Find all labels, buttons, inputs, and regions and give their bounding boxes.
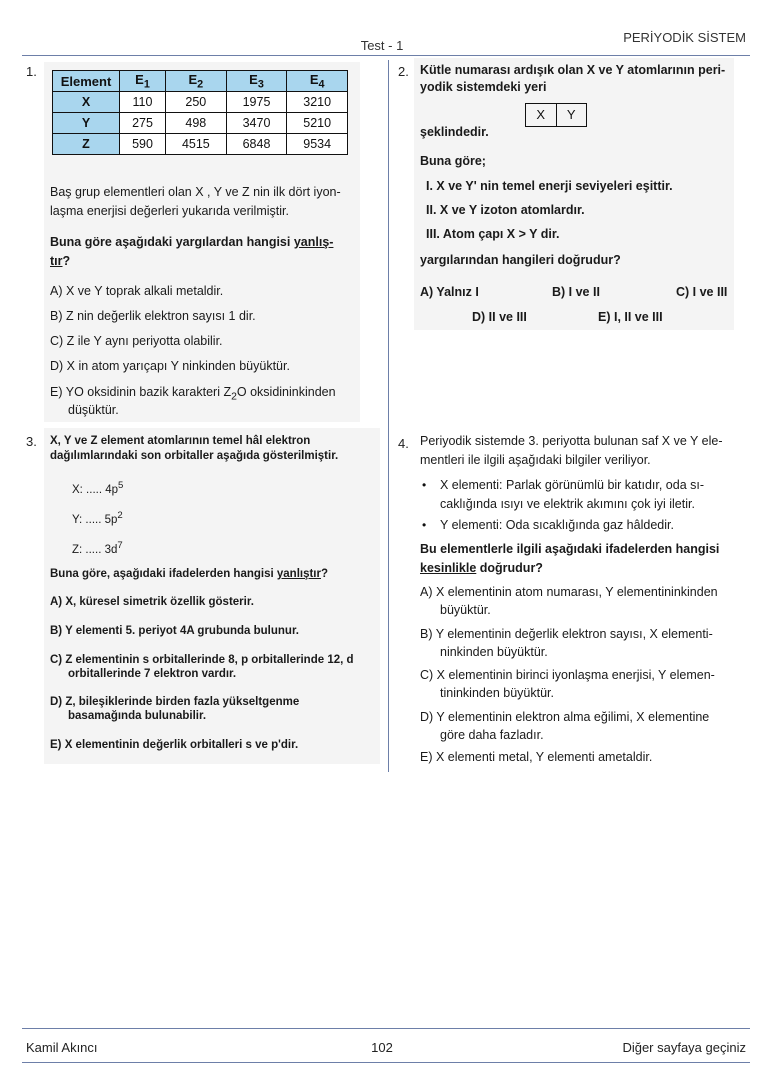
config-y: Y: ..... $5p^2$ — [72, 510, 123, 526]
question-2-option-e[interactable]: E) I, II ve III — [598, 310, 663, 324]
table-cell: 110 — [120, 92, 166, 113]
page-number: 102 — [371, 1040, 393, 1055]
question-2-number: 2. — [398, 64, 409, 79]
question-4-option-b[interactable]: B) Y elementinin değerlik elektron sayısı, X elementi- — [420, 627, 713, 641]
table-cell: 5210 — [287, 113, 348, 134]
footer-rule-top — [22, 1028, 750, 1029]
question-1-intro-line-1: Baş grup elementleri olan X , Y ve Z nin ilk dört iyon- — [50, 185, 341, 199]
question-4-option-a-cont: büyüktür. — [440, 603, 491, 617]
question-3-option-d[interactable]: D) Z, bileşiklerinde birden fazla yükseltgenme — [50, 696, 300, 708]
table-cell: 3210 — [287, 92, 348, 113]
question-2-stem-line-2: yodik sistemdeki yeri — [420, 80, 547, 94]
table-header-cell: $E_1$ — [120, 71, 166, 92]
question-4-stem-line-2: mentleri ile ilgili aşağıdaki bilgiler veriliyor. — [420, 453, 651, 467]
question-4-option-e[interactable]: E) X elementi metal, Y elementi ametaldir. — [420, 750, 653, 764]
question-1-prompt: Buna göre aşağıdaki yargılardan hangisi yanlış- — [50, 235, 334, 249]
question-4-option-b-cont: ninkinden büyüktür. — [440, 645, 548, 659]
footer-rule-bottom — [22, 1062, 750, 1063]
question-3-option-d-cont: basamağında bulunabilir. — [68, 710, 207, 722]
periodic-position-box — [525, 103, 587, 127]
question-2-buna-gore: Buna göre; — [420, 154, 486, 168]
question-4-option-d-cont: göre daha fazladır. — [440, 728, 544, 742]
table-cell: 9534 — [287, 134, 348, 155]
question-2-stem-line-1: Kütle numarası ardışık olan X ve Y atomlarının peri- — [420, 63, 726, 77]
question-4-option-c-cont: tininkinden büyüktür. — [440, 686, 554, 700]
table-row — [53, 113, 348, 134]
table-row — [53, 134, 348, 155]
question-3-stem-line-1: X, Y ve Z element atomlarının temel hâl elektron — [50, 435, 311, 447]
question-1-prompt-end: tır? — [50, 254, 71, 268]
table-header-cell: $E_4$ — [287, 71, 348, 92]
box-cell-y: Y — [556, 104, 587, 126]
question-3-option-a[interactable]: A) X, küresel simetrik özellik gösterir. — [50, 596, 254, 608]
question-4-option-d[interactable]: D) Y elementinin elektron alma eğilimi, X elementine — [420, 710, 710, 724]
test-label: Test - 1 — [360, 38, 404, 53]
table-header-row — [53, 71, 348, 92]
question-2-option-d[interactable]: D) II ve III — [472, 310, 527, 324]
question-3-option-b[interactable]: B) Y elementi 5. periyot 4A grubunda bulunur. — [50, 625, 299, 637]
question-3-prompt: Buna göre, aşağıdaki ifadelerden hangisi yanlıştır? — [50, 568, 329, 580]
table-cell: 3470 — [226, 113, 287, 134]
question-3-option-e[interactable]: E) X elementinin değerlik orbitalleri s ve p'dir. — [50, 739, 299, 751]
question-1-intro-line-2: laşma enerjisi değerleri yukarıda verilmiştir. — [50, 204, 289, 218]
question-4-stem-line-1: Periyodik sistemde 3. periyotta bulunan saf X ve Y ele- — [420, 434, 723, 448]
question-2-item-3: III. Atom çapı X > Y dir. — [426, 227, 560, 241]
table-header-cell: $E_2$ — [166, 71, 227, 92]
question-1-option-e-cont: düşüktür. — [68, 403, 119, 417]
config-x: X: ..... $4p^5$ — [72, 480, 124, 496]
box-cell-x: X — [536, 107, 546, 122]
question-2-option-b[interactable]: B) I ve II — [552, 285, 600, 299]
table-cell: 6848 — [226, 134, 287, 155]
question-1-option-b[interactable]: B) Z nin değerlik elektron sayısı 1 dir. — [50, 309, 256, 323]
question-3-number: 3. — [26, 434, 37, 449]
row-label: X — [53, 92, 120, 113]
question-3-option-c-cont: orbitallerinde 7 elektron vardır. — [68, 668, 237, 680]
question-1-option-d[interactable]: D) X in atom yarıçapı Y ninkinden büyüktür. — [50, 359, 290, 373]
question-4-prompt-end: kesinlikle doğrudur? — [420, 561, 543, 575]
table-cell: 590 — [120, 134, 166, 155]
question-2-prompt: yargılarından hangileri doğrudur? — [420, 253, 621, 267]
table-cell: 4515 — [166, 134, 227, 155]
bullet-icon: • — [422, 518, 427, 532]
question-2-option-c[interactable]: C) I ve III — [676, 285, 728, 299]
question-4-option-c[interactable]: C) X elementinin birinci iyonlaşma enerjisi, Y elemen- — [420, 668, 715, 682]
column-divider — [388, 60, 389, 772]
question-2-item-1: I. X ve Y' nin temel enerji seviyeleri eşittir. — [426, 179, 673, 193]
config-z: Z: ..... $3d^7$ — [72, 540, 123, 556]
question-3-stem-line-2: dağılımlarındaki son orbitaller aşağıda gösterilmiştir. — [50, 450, 339, 462]
table-row — [53, 92, 348, 113]
question-2-stem-line-3: şeklindedir. — [420, 125, 489, 139]
question-4-option-a[interactable]: A) X elementinin atom numarası, Y elementininkinden — [420, 585, 718, 599]
question-2-item-2: II. X ve Y izoton atomlardır. — [426, 203, 585, 217]
question-4-bullet-2: Y elementi: Oda sıcaklığında gaz hâldedir. — [440, 518, 674, 532]
table-header-cell: Element — [53, 71, 120, 92]
row-label: Y — [53, 113, 120, 134]
question-1-option-e[interactable]: E) YO oksidinin bazik karakteri $Z_2O$ oksidininkinden — [50, 385, 336, 403]
question-1-option-a[interactable]: A) X ve Y toprak alkali metaldir. — [50, 284, 224, 298]
table-cell: 1975 — [226, 92, 287, 113]
table-cell: 498 — [166, 113, 227, 134]
question-2-option-a[interactable]: A) Yalnız I — [420, 285, 479, 299]
footer-author: Kamil Akıncı — [26, 1040, 98, 1055]
table-cell: 250 — [166, 92, 227, 113]
row-label: Z — [53, 134, 120, 155]
question-1-number: 1. — [26, 64, 37, 79]
ionization-energy-table — [52, 70, 348, 155]
table-header-cell: $E_3$ — [226, 71, 287, 92]
question-3-option-c[interactable]: C) Z elementinin s orbitallerinde 8, p orbitallerinde 12, d — [50, 654, 354, 666]
question-1-option-c[interactable]: C) Z ile Y aynı periyotta olabilir. — [50, 334, 223, 348]
topic-label: PERİYODİK SİSTEM — [623, 30, 746, 45]
question-4-prompt: Bu elementlerle ilgili aşağıdaki ifadelerden hangisi — [420, 542, 720, 556]
bullet-icon: • — [422, 478, 427, 492]
question-4-bullet-1-cont: caklığında ısıyı ve elektrik akımını çok iyi iletir. — [440, 497, 695, 511]
question-4-number: 4. — [398, 436, 409, 451]
header-rule — [22, 55, 750, 56]
table-cell: 275 — [120, 113, 166, 134]
footer-next-page: Diğer sayfaya geçiniz — [622, 1040, 746, 1055]
question-4-bullet-1: X elementi: Parlak görünümlü bir katıdır, oda sı- — [440, 478, 705, 492]
